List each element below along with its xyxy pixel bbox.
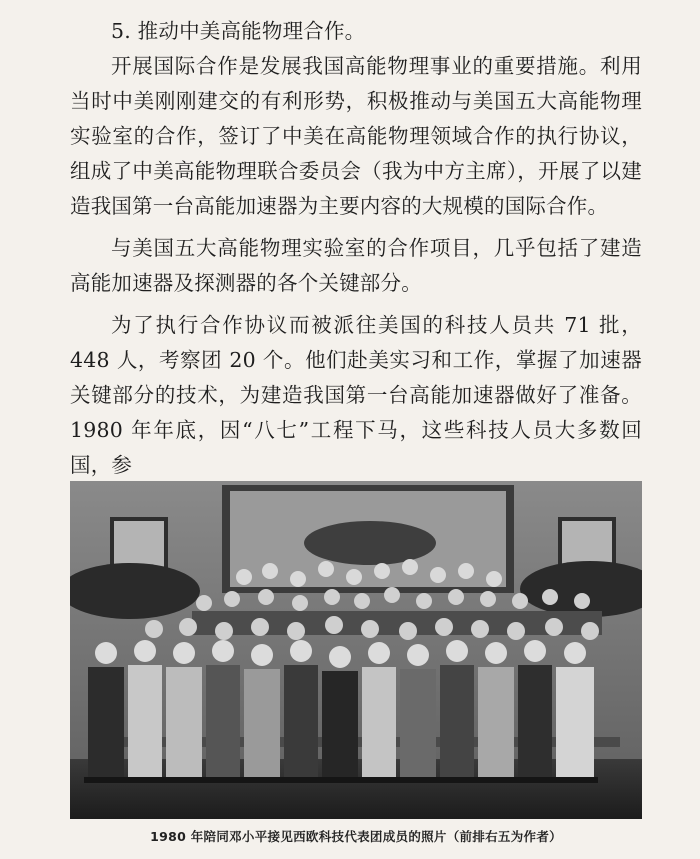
section-heading: 5. 推动中美高能物理合作。 [111, 19, 366, 43]
photo-caption: 1980 年陪同邓小平接见西欧科技代表团成员的照片（前排右五为作者） [150, 829, 562, 844]
group-photo [70, 481, 642, 819]
paragraph-2: 与美国五大高能物理实验室的合作项目，几乎包括了建造高能加速器及探测器的各个关键部分。 [70, 236, 642, 295]
paragraph-3: 为了执行合作协议而被派往美国的科技人员共 71 批，448 人，考察团 20 个。他们赴美实习和工作，掌握了加速器关键部分的技术，为建造我国第一台高能加速器做好了准备。1980 年年底，因“八七”工程下马，这些科技人员大多数回国，参 [70, 313, 642, 477]
body-text [70, 14, 642, 490]
paragraph-1: 开展国际合作是发展我国高能物理事业的重要措施。利用当时中美刚刚建交的有利形势，积极推动与美国五大高能物理实验室的合作，签订了中美在高能物理领域合作的执行协议，组成了中美高能物理联合委员会（我为中方主席），开展了以建造我国第一台高能加速器为主要内容的大规模的国际合作。 [70, 54, 642, 218]
